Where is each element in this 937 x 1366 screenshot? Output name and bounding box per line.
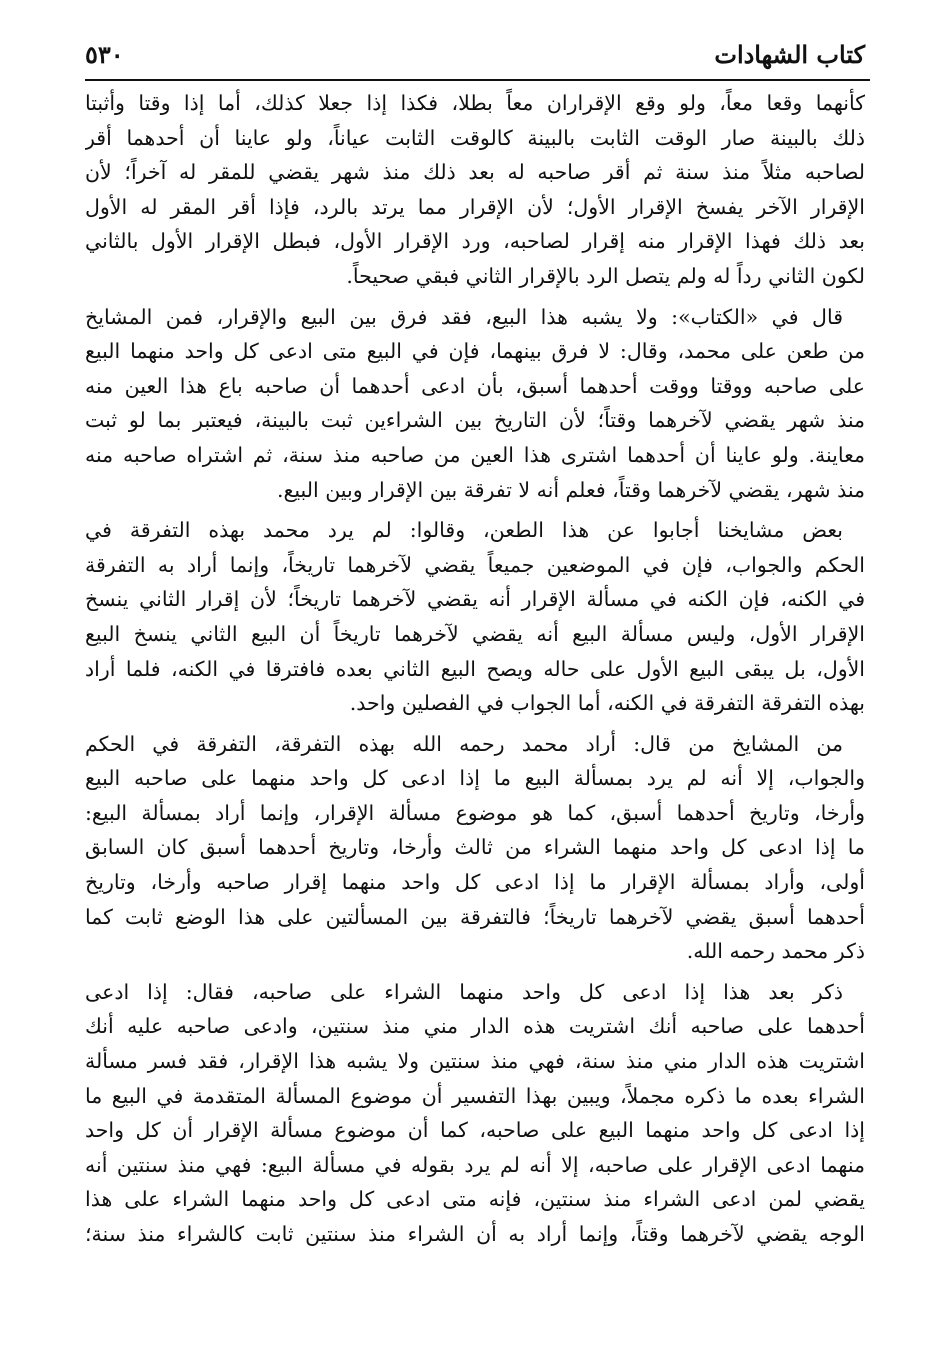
text-line: الشراء بعده ما ذكره مجملاً، ويبين بهذا التفسير أن موضوع المسألة المتقدمة في البيع ما <box>85 1083 865 1108</box>
text-line: منهما ادعى الإقرار على صاحبه، إلا أنه لم يرد بقوله في مسألة البيع: فهي منذ سنتين أنه <box>85 1152 865 1177</box>
text-line: الوجه يقضي لآخرهما وقتاً، وإنما أراد به أن الشراء منذ سنتين ثابت كالشراء منذ سنة؛ <box>85 1222 865 1246</box>
header-rule <box>85 79 870 81</box>
text-line: الحكم والجواب، فإن في الموضعين جميعاً يقضي لآخرهما تاريخاً، وإنما أراد به التفرقة <box>85 552 865 577</box>
paragraph <box>85 975 865 1252</box>
text-line: منذ شهر، يقضي لآخرهما وقتاً، فعلم أنه لا تفرقة بين الإقرار وبين البيع. <box>276 477 865 502</box>
text-line: أحدهما أسبق يقضي لآخرهما تاريخاً؛ فالتفرقة بين المسألتين على هذا الوضع ثابت كما <box>85 904 865 929</box>
text-line: ذكر بعد هذا إذا ادعى كل واحد منهما الشراء على صاحبه، فقال: إذا ادعى <box>85 979 843 1004</box>
text-line: قال في «الكتاب»: ولا يشبه هذا البيع، فقد فرق بين البيع والإقرار، فمن المشايخ <box>85 304 843 329</box>
text-line: لصاحبه مثلاً منذ سنة ثم أقر صاحبه له بعد ذلك منذ شهر يقضي للمقر له آخراً؛ لأن <box>85 160 865 185</box>
paragraph <box>85 513 865 721</box>
text-line: ما إذا ادعى كل واحد منهما الشراء من ثالث وأرخا، وتاريخ أحدهما أسبق كان السابق <box>85 835 865 860</box>
text-line: اشتريت هذه الدار مني منذ سنة، فهي منذ سنتين ولا يشبه هذا الإقرار، فقد فسر مسألة <box>85 1049 865 1074</box>
text-line: منذ شهر يقضي لآخرهما وقتاً؛ لأن التاريخ بين الشراءين ثبت بالبينة، فيعتبر بما لو ثبت <box>85 408 865 433</box>
text-line: بهذه التفرقة التفرقة في الكنه، أما الجواب في الفصلين واحد. <box>349 691 865 716</box>
text-line: الأول، بل يبقى البيع الأول على حاله ويصح البيع الثاني بعده فافترقا في الكنه، فلما أراد <box>85 656 865 681</box>
page-number: ٥٣٠ <box>85 40 124 69</box>
text-line: معاينة. ولو عاينا أن أحدهما اشترى هذا العين من صاحبه منذ سنة، ثم اشتراه صاحبه منه <box>85 442 865 467</box>
text-line: في الكنه، فإن الكنه في مسألة الإقرار أنه يقضي لآخرهما تاريخاً؛ لأن إقرار الثاني ينسخ <box>85 587 865 612</box>
text-line: والجواب، إلا أنه لم يرد بمسألة البيع ما إذا ادعى كل واحد منهما على صاحبه البيع <box>85 766 865 791</box>
text-line: على صاحبه ووقتا ووقت أحدهما أسبق، بأن ادعى أحدهما أن صاحبه باع هذا العين منه <box>85 373 865 398</box>
text-line: الإقرار الآخر يفسخ الإقرار الأول؛ لأن الإقرار مما يرتد بالرد، فإذا أقر المقر له الأول <box>85 194 865 219</box>
text-line: إذا ادعى كل واحد منهما البيع على صاحبه، كما أن موضوع مسألة الإقرار أن كل واحد <box>85 1118 865 1143</box>
text-line: لكون الثاني رداً له ولم يتصل الرد بالإقرار الثاني فبقي صحيحاً. <box>346 263 865 288</box>
paragraph <box>85 86 865 294</box>
text-line: الإقرار الأول، وليس مسألة البيع أنه يقضي لآخرهما تاريخاً أن البيع الثاني ينسخ البيع <box>85 621 865 646</box>
text-line: يقضي لمن ادعى الشراء منذ سنتين، فإنه متى ادعى كل واحد منهما الشراء على هذا <box>85 1187 865 1212</box>
text-line: أحدهما على صاحبه أنك اشتريت هذه الدار مني منذ سنتين، وادعى صاحبه عليه أنك <box>85 1014 865 1039</box>
text-line: ذكر محمد رحمه الله. <box>686 939 865 964</box>
text-line: كأنهما وقعا معاً، ولو وقع الإقراران معاً بطلا، فكذا إذا جعلا كذلك، أما إذا وقتا وأثبتا <box>85 91 865 115</box>
text-line: بعد ذلك فهذا الإقرار منه إقرار لصاحبه، ورد الإقرار الأول، فبطل الإقرار الأول بالثاني <box>85 229 865 254</box>
text-line: من طعن على محمد، وقال: لا فرق بينهما، فإن في البيع متى ادعى كل واحد منهما البيع <box>85 339 865 364</box>
paragraph <box>85 727 865 969</box>
running-title: كتاب الشهادات <box>714 40 865 69</box>
text-line: أولى، وأراد بمسألة الإقرار ما إذا ادعى كل واحد منهما إقرار صاحبه وأرخا، وتاريخ <box>85 870 865 895</box>
text-line: من المشايخ من قال: أراد محمد رحمه الله بهذه التفرقة، التفرقة في الحكم <box>85 731 843 756</box>
page-header <box>85 36 865 76</box>
paragraph <box>85 300 865 508</box>
page-body <box>85 86 865 1252</box>
text-line: بعض مشايخنا أجابوا عن هذا الطعن، وقالوا: لم يرد محمد بهذه التفرقة في <box>85 518 843 543</box>
text-line: ذلك بالبينة صار الوقت الثابت بالبينة كالوقت الثابت عياناً، ولو عاينا أن أحدهما أقر <box>85 125 865 150</box>
text-line: وأرخا، وتاريخ أحدهما أسبق، كما هو موضوع مسألة الإقرار، وإنما أراد بمسألة البيع: <box>85 800 865 825</box>
